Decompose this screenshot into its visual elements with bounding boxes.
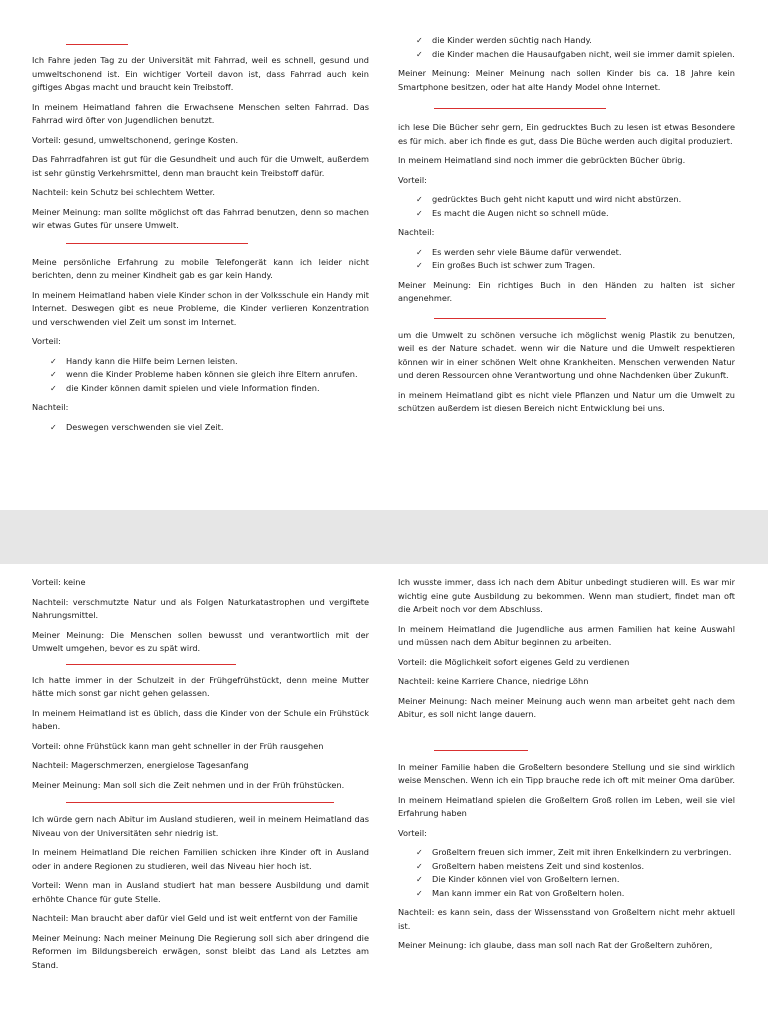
page-1-right-column (398, 0, 735, 422)
paragraph: Meine persönliche Erfahrung zu mobile Telefongerät kann ich leider nicht berichten, denn zu meiner Kindheit gab es gar kein Handy. (32, 256, 369, 280)
vorteil-list (32, 355, 369, 396)
paragraph: Vorteil: keine (32, 577, 86, 587)
page-2-left-column (32, 564, 369, 978)
checkmark-icon: ✓ (416, 848, 423, 857)
list-item: ✓ Großeltern freuen sich immer, Zeit mit ihren Enkelkindern zu verbringen. (416, 846, 735, 860)
paragraph: Vorteil: die Möglichkeit sofort eigenes Geld zu verdienen (398, 656, 630, 667)
paragraph: Vorteil: (398, 174, 427, 185)
list-item: ✓ Es macht die Augen nicht so schnell müde. (416, 207, 735, 221)
page-2-right-column (398, 564, 735, 959)
paragraph: Ich würde gern nach Abitur im Ausland studieren, weil in meinem Heimatland das Niveau von der Universitäten sehr niedrig ist. (32, 814, 369, 838)
list-item: ✓ die Kinder werden süchtig nach Handy. (416, 34, 735, 48)
list-item: ✓ Die Kinder können viel von Großeltern lernen. (416, 873, 735, 887)
checkmark-icon: ✓ (50, 383, 57, 393)
checkmark-icon: ✓ (50, 422, 57, 432)
paragraph: In meiner Familie haben die Großeltern besondere Stellung und sie sind wirklich weise Menschen. Wenn ich ein Tipp brauche rede ich oft mit meiner Oma darüber. (398, 761, 736, 785)
paragraph: Ich wusste immer, dass ich nach dem Abitur unbedingt studieren will. Es war mir wichtig eine gute Ausbildung zu bekommen. Wenn man studiert, findet man oft die Arbeit noch vor dem Abschluss. (398, 577, 735, 614)
checkmark-icon: ✓ (416, 36, 423, 45)
checkmark-icon: ✓ (416, 208, 423, 218)
paragraph: In meinem Heimatland die Jugendliche aus armen Familien hat keine Auswahl und müssen nach dem Abitur beginnen zu arbeiten. (398, 623, 735, 647)
section-divider (434, 108, 606, 109)
list-item: ✓ Man kann immer ein Rat von Großeltern holen. (416, 887, 735, 901)
paragraph: Meiner Meinung: man sollte möglichst oft das Fahrrad benutzen, denn so machen wir etwas Gutes für unsere Umwelt. (32, 206, 369, 230)
paragraph: Nachteil: keine Karriere Chance, niedrige Löhn (398, 676, 589, 686)
list-item: ✓ die Kinder machen die Hausaufgaben nicht, weil sie immer damit spielen. (416, 48, 735, 62)
paragraph: Ich Fahre jeden Tag zu der Universität mit Fahrrad, weil es schnell, gesund und umweltschonend ist. Ein wichtiger Vorteil davon ist, dass Fahrrad auch kein giftiges Abgas macht und braucht kein Treibstoff. (32, 55, 369, 92)
list-item: ✓ Großeltern haben meistens Zeit und sind kostenlos. (416, 860, 735, 874)
document-page-1 (0, 0, 768, 510)
paragraph: In meinem Heimatland spielen die Großeltern Groß rollen im Leben, weil sie viel Erfahrung haben (398, 794, 735, 818)
section-divider (66, 44, 128, 45)
document-page-2 (0, 564, 768, 1024)
paragraph: In meinem Heimatland sind noch immer die gebrückten Bücher übrig. (398, 155, 686, 165)
paragraph: Nachteil: Man braucht aber dafür viel Geld und ist weit entfernt von der Familie (32, 913, 358, 923)
paragraph: Meiner Meinung: Nach meiner Meinung auch wenn man arbeitet geht nach dem Abitur, es soll nicht lange dauern. (398, 695, 735, 719)
paragraph: Vorteil: ohne Frühstück kann man geht schneller in der Früh rausgehen (32, 740, 324, 751)
list-item: ✓ gedrücktes Buch geht nicht kaputt und wird nicht abstürzen. (416, 193, 735, 207)
section-divider (434, 318, 606, 319)
checkmark-icon: ✓ (416, 247, 423, 257)
vorteil-list (398, 846, 735, 900)
list-item: ✓ Es werden sehr viele Bäume dafür verwendet. (416, 246, 735, 260)
paragraph: Nachteil: Magerschmerzen, energielose Tagesanfang (32, 760, 249, 770)
paragraph: Nachteil: verschmutzte Natur und als Folgen Naturkatastrophen und vergiftete Nahrungsmittel. (32, 596, 369, 620)
list-item: ✓ Ein großes Buch ist schwer zum Tragen. (416, 259, 735, 273)
paragraph: Nachteil: kein Schutz bei schlechtem Wetter. (32, 187, 215, 197)
paragraph: In meinem Heimatland haben viele Kinder schon in der Volksschule ein Handy mit Internet. Deswegen gibt es neue Probleme, die Kinder verlieren Konzentration und verschwenden viel Zeit um sonst im Internet. (32, 289, 369, 327)
checkmark-icon: ✓ (416, 875, 423, 884)
checkmark-icon: ✓ (416, 888, 423, 898)
section-divider (434, 750, 528, 751)
paragraph: ich lese Die Bücher sehr gern, Ein gedrucktes Buch zu lesen ist etwas Besondere es für mich. aber ich finde es gut, dass Die Büche werden auch digital produziert. (398, 122, 735, 146)
paragraph: Nachteil: (398, 227, 435, 237)
checkmark-icon: ✓ (416, 195, 423, 204)
list-item: ✓ wenn die Kinder Probleme haben können sie gleich ihre Eltern anrufen. (50, 368, 369, 382)
list-item: ✓ Handy kann die Hilfe beim Lernen leisten. (50, 355, 369, 369)
paragraph: Meiner Meinung: Meiner Meinung nach sollen Kinder bis ca. 18 Jahre kein Smartphone besitzen, oder hat alte Handy Model ohne Internet. (398, 68, 735, 92)
paragraph: Ich hatte immer in der Schulzeit in der Frühgefrühstückt, denn meine Mutter hätte mich sonst gar nicht gehen gelassen. (32, 674, 369, 698)
nachteil-list-continued (398, 34, 735, 61)
paragraph: um die Umwelt zu schönen versuche ich möglichst wenig Plastik zu benutzen, weil es der Nature schadet. wenn wir die Nature und die Umwelt respektieren können wir in einer schönen Welt ohne Krankheiten. Menschen verwenden Natur und deren Ressourcen ohne Verantwortung und ohne Nachdenken über Zukunft. (398, 329, 735, 380)
paragraph: Meiner Meinung: Ein richtiges Buch in den Händen zu halten ist sicher angenehmer. (398, 279, 735, 303)
section-divider (66, 802, 334, 803)
checkmark-icon: ✓ (416, 261, 423, 270)
paragraph: Das Fahrradfahren ist gut für die Gesundheit und auch für die Umwelt, außerdem ist sehr günstig Verkehrsmittel, denn man braucht kein Treibstoff dafür. (32, 154, 369, 178)
nachteil-list (398, 246, 735, 273)
paragraph: Meiner Meinung: ich glaube, dass man soll nach Rat der Großeltern zuhören, (398, 940, 713, 950)
paragraph: in meinem Heimatland gibt es nicht viele Pflanzen und Natur um die Umwelt zu schützen außerdem ist diesen Bereich nicht Entwicklung bei uns. (398, 389, 735, 413)
paragraph: Vorteil: (32, 336, 61, 346)
paragraph: In meinem Heimatland fahren die Erwachsene Menschen selten Fahrrad. Das Fahrrad wird öfter von Jugendlichen benutzt. (32, 101, 369, 125)
checkmark-icon: ✓ (50, 370, 57, 379)
section-divider (66, 664, 236, 665)
checkmark-icon: ✓ (50, 356, 57, 366)
paragraph: In meinem Heimatland Die reichen Familien schicken ihre Kinder oft in Ausland oder in andere Regionen zu studieren, weil das Niveau hier hoch ist. (32, 847, 369, 871)
paragraph: Nachteil: (32, 402, 69, 412)
checkmark-icon: ✓ (416, 861, 423, 871)
vorteil-list (398, 193, 735, 220)
list-item: ✓ die Kinder können damit spielen und viele Information finden. (50, 382, 369, 396)
list-item: ✓ Deswegen verschwenden sie viel Zeit. (50, 421, 369, 435)
paragraph: Vorteil: gesund, umweltschonend, geringe Kosten. (32, 134, 239, 145)
paragraph: Meiner Meinung: Die Menschen sollen bewusst und verantwortlich mit der Umwelt umgehen, bevor es zu spät wird. (32, 629, 369, 653)
paragraph: Meiner Meinung: Man soll sich die Zeit nehmen und in der Früh frühstücken. (32, 779, 345, 790)
section-divider (66, 243, 248, 244)
nachteil-list (32, 421, 369, 435)
paragraph: In meinem Heimatland ist es üblich, dass die Kinder von der Schule ein Frühstück haben. (32, 707, 369, 731)
paragraph: Meiner Meinung: Nach meiner Meinung Die Regierung soll sich aber dringend die Reformen im Bildungsbereich erwägen, sonst bleibt das Land als Letztes am Stand. (32, 932, 369, 970)
page-1-left-column (32, 0, 369, 440)
paragraph: Nachteil: es kann sein, dass der Wissensstand von Großeltern nicht mehr aktuell ist. (398, 907, 735, 931)
checkmark-icon: ✓ (416, 49, 423, 59)
paragraph: Vorteil: Wenn man in Ausland studiert hat man bessere Ausbildung und damit erhöhte Chance für gute Stelle. (32, 880, 369, 904)
paragraph: Vorteil: (398, 827, 427, 838)
